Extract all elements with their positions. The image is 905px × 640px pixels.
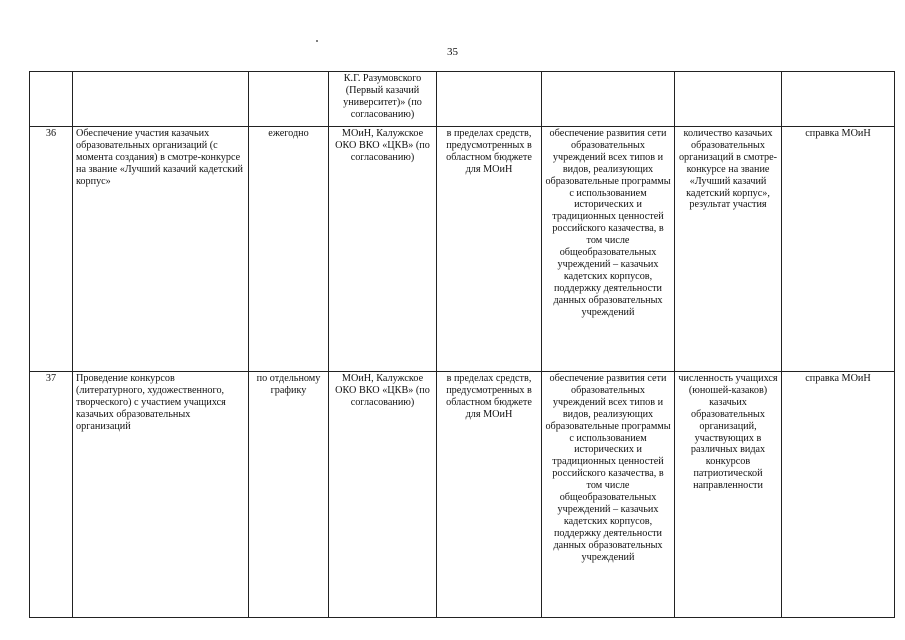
- event-cell: [73, 72, 249, 127]
- row-number-cell: 37: [30, 372, 73, 618]
- indicator-cell: численность учащихся (юношей-казаков) казачьих образовательных организаций, участвующих в различных видах конкурсов патриотической направленности: [675, 372, 782, 618]
- executor-cell: МОиН, Калужское ОКО ВКО «ЦКВ» (по согласованию): [329, 127, 437, 372]
- expected-result-cell: обеспечение развития сети образовательных учреждений всех типов и видов, реализующих образовательные программы с использованием исторических и традиционных ценностей российского казачества, в том числе общеобразовательных учреждений – казачьих кадетских корпусов, поддержку деятельности данных образовательных учреждений: [542, 372, 675, 618]
- financing-cell: в пределах средств, предусмотренных в областном бюджете для МОиН: [437, 127, 542, 372]
- term-cell: по отдельному графику: [249, 372, 329, 618]
- row-number-cell: 36: [30, 127, 73, 372]
- table-row: [30, 372, 895, 618]
- table-row-continuation: [30, 72, 895, 127]
- term-cell: [249, 72, 329, 127]
- executor-cell: МОиН, Калужское ОКО ВКО «ЦКВ» (по согласованию): [329, 372, 437, 618]
- report-cell: [782, 72, 895, 127]
- financing-cell: в пределах средств, предусмотренных в областном бюджете для МОиН: [437, 372, 542, 618]
- row-number-cell: [30, 72, 73, 127]
- expected-result-cell: обеспечение развития сети образовательных учреждений всех типов и видов, реализующих образовательные программы с использованием исторических и традиционных ценностей российского казачества, в том числе общеобразовательных учреждений – казачьих кадетских корпусов, поддержку деятельности данных образовательных учреждений: [542, 127, 675, 372]
- table-row: [30, 127, 895, 372]
- executor-cell: К.Г. Разумовского (Первый казачий университет)» (по согласованию): [329, 72, 437, 127]
- report-cell: справка МОиН: [782, 127, 895, 372]
- financing-cell: [437, 72, 542, 127]
- page-number: 35: [447, 46, 458, 58]
- expected-result-cell: [542, 72, 675, 127]
- event-cell: Проведение конкурсов (литературного, художественного, творческого) с участием учащихся казачьих образовательных организаций: [73, 372, 249, 618]
- action-plan-table: [29, 71, 895, 618]
- scan-speck: [316, 40, 318, 42]
- indicator-cell: количество казачьих образовательных организаций в смотре-конкурсе на звание «Лучший казачий кадетский корпус», результат участия: [675, 127, 782, 372]
- term-cell: ежегодно: [249, 127, 329, 372]
- event-cell: Обеспечение участия казачьих образовательных организаций (с момента создания) в смотре-конкурсе на звание «Лучший казачий кадетский корпус»: [73, 127, 249, 372]
- report-cell: справка МОиН: [782, 372, 895, 618]
- indicator-cell: [675, 72, 782, 127]
